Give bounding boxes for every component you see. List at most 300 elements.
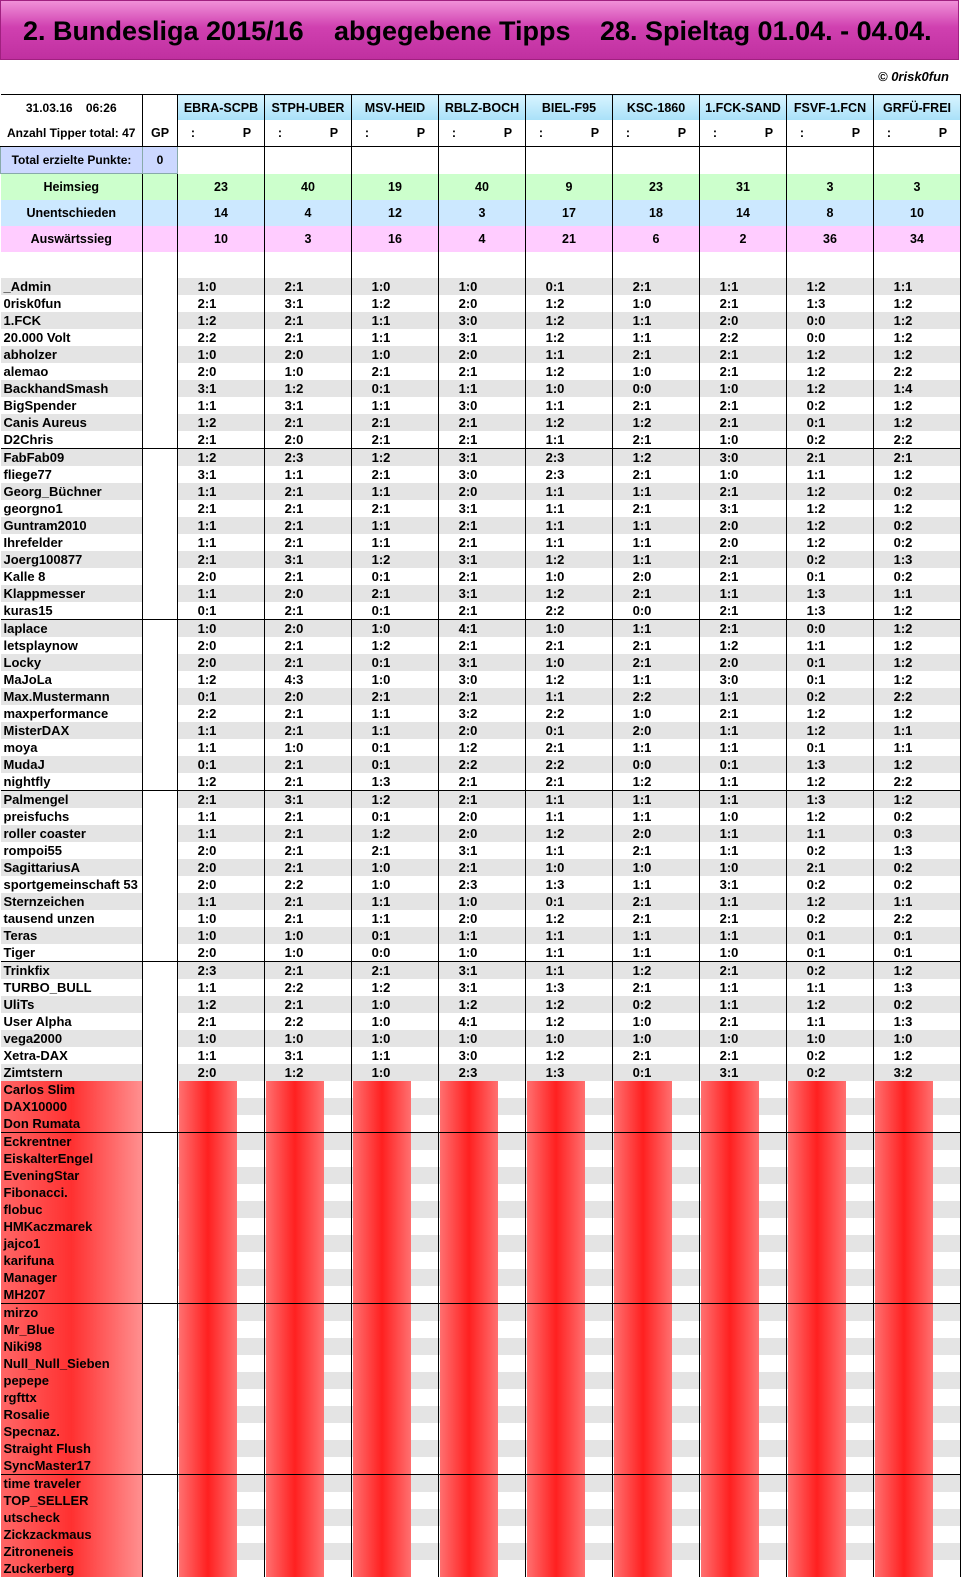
missing-tipper-row <box>1 1133 961 1151</box>
missing-tipper-row <box>1 1081 961 1098</box>
match-header: 1.FCK-SAND <box>700 95 787 121</box>
tipper-gp <box>143 295 178 312</box>
tip-score: 1:2 <box>893 330 913 345</box>
missing-tip-marker <box>875 1543 933 1560</box>
tipper-row <box>1 842 961 859</box>
tip-score: 1:2 <box>893 313 913 328</box>
tip-cell <box>178 602 265 620</box>
tip-score: 1:0 <box>545 381 565 396</box>
missing-tip-cell <box>613 1492 700 1509</box>
tip-score: 1:1 <box>458 928 478 943</box>
missing-tip-marker <box>353 1543 411 1560</box>
tip-score: 3:1 <box>197 381 217 396</box>
missing-tip-marker <box>701 1389 759 1406</box>
missing-tip-marker <box>440 1218 498 1235</box>
missing-tip-marker <box>353 1286 411 1303</box>
tip-score: 1:0 <box>719 945 739 960</box>
missing-tip-marker <box>179 1269 237 1286</box>
tip-cell <box>439 312 526 329</box>
tipper-name: TURBO_BULL <box>3 980 92 995</box>
tip-score: 2:0 <box>632 723 652 738</box>
tip-score: 2:1 <box>197 1014 217 1029</box>
tipper-name: UliTs <box>1 996 143 1013</box>
tip-score: 1:1 <box>197 826 217 841</box>
tip-score: 2:1 <box>632 638 652 653</box>
missing-tip-cell <box>526 1543 613 1560</box>
tip-score: 1:1 <box>371 398 391 413</box>
tip-cell <box>352 1064 439 1081</box>
tip-cell <box>265 1013 352 1030</box>
tip-score: 0:0 <box>632 757 652 772</box>
score-points-labels <box>700 126 786 140</box>
tipper-row <box>1 363 961 380</box>
missing-tip-cell <box>526 1406 613 1423</box>
missing-tip-marker <box>701 1406 759 1423</box>
missing-tip-marker <box>353 1304 411 1321</box>
points-label: P <box>590 126 600 140</box>
tip-score: 2:0 <box>458 826 478 841</box>
missing-tip-marker <box>353 1235 411 1252</box>
subheader-row <box>1 120 961 147</box>
missing-tip-cell <box>874 1304 961 1322</box>
tip-score: 2:2 <box>893 774 913 789</box>
tip-cell <box>700 414 787 431</box>
tip-cell <box>787 808 874 825</box>
missing-tip-marker <box>440 1269 498 1286</box>
tip-cell <box>700 859 787 876</box>
missing-tip-cell <box>439 1081 526 1098</box>
missing-tip-marker <box>440 1098 498 1115</box>
tip-cell <box>178 962 265 980</box>
tipper-row <box>1 312 961 329</box>
tip-score: 1:2 <box>806 381 826 396</box>
tipper-row <box>1 876 961 893</box>
missing-tip-cell <box>787 1406 874 1423</box>
tip-cell <box>526 910 613 927</box>
tip-score: 1:2 <box>197 415 217 430</box>
tipper-name: Tiger <box>3 945 36 960</box>
tip-score: 1:2 <box>893 655 913 670</box>
tip-score: 2:2 <box>719 330 739 345</box>
tipper-row <box>1 295 961 312</box>
missing-tip-marker <box>875 1133 933 1150</box>
missing-tip-marker <box>527 1286 585 1303</box>
tipper-row <box>1 551 961 568</box>
tip-cell <box>787 449 874 467</box>
missing-tip-marker <box>614 1304 672 1321</box>
tip-cell <box>265 876 352 893</box>
missing-tip-marker <box>179 1286 237 1303</box>
colon-label: : <box>886 126 892 140</box>
tip-cell <box>613 927 700 944</box>
missing-tip-cell <box>526 1081 613 1098</box>
missing-tip-marker <box>614 1167 672 1184</box>
missing-tip-cell <box>526 1457 613 1475</box>
tipper-row <box>1 568 961 585</box>
tipper-row <box>1 910 961 927</box>
tip-score: 1:2 <box>893 621 913 636</box>
missing-tip-marker <box>788 1543 846 1560</box>
missing-tip-cell <box>352 1201 439 1218</box>
missing-tip-cell <box>439 1423 526 1440</box>
tipper-gp <box>143 705 178 722</box>
missing-tipper-row <box>1 1355 961 1372</box>
tip-score: 2:2 <box>458 757 478 772</box>
missing-tip-marker <box>440 1457 498 1474</box>
missing-tip-marker <box>179 1252 237 1269</box>
tip-score: 0:1 <box>545 723 565 738</box>
tipper-name: fliege77 <box>3 467 52 482</box>
title-banner <box>0 0 959 60</box>
missing-tip-marker <box>179 1372 237 1389</box>
tip-score: 1:3 <box>806 296 826 311</box>
missing-tip-marker <box>527 1543 585 1560</box>
missing-tip-marker <box>527 1321 585 1338</box>
tip-cell <box>439 927 526 944</box>
tip-cell <box>265 859 352 876</box>
missing-tip-cell <box>787 1304 874 1322</box>
missing-tip-marker <box>701 1372 759 1389</box>
tip-cell <box>874 688 961 705</box>
tip-cell <box>526 534 613 551</box>
tip-cell <box>874 517 961 534</box>
missing-tip-marker <box>527 1081 585 1098</box>
tip-cell <box>265 500 352 517</box>
tip-score: 2:1 <box>371 364 391 379</box>
update-datetime: 31.03.16 06:26 <box>1 95 143 121</box>
tip-cell <box>700 585 787 602</box>
missing-tip-cell <box>352 1286 439 1304</box>
missing-tip-marker <box>179 1543 237 1560</box>
tip-cell <box>178 483 265 500</box>
missing-tip-cell <box>787 1201 874 1218</box>
missing-tip-marker <box>527 1201 585 1218</box>
tip-score: 1:2 <box>893 792 913 807</box>
tip-cell <box>613 414 700 431</box>
tip-score: 1:1 <box>719 997 739 1012</box>
tip-score: 2:2 <box>545 603 565 618</box>
tip-cell <box>265 910 352 927</box>
tip-score: 1:2 <box>632 963 652 978</box>
tip-cell <box>439 568 526 585</box>
tip-score: 2:1 <box>197 501 217 516</box>
tip-cell <box>265 483 352 500</box>
missing-tip-cell <box>613 1286 700 1304</box>
tipper-name: SyncMaster17 <box>1 1457 143 1475</box>
missing-tip-cell <box>439 1286 526 1304</box>
tipper-name: Zuckerberg <box>1 1560 143 1577</box>
missing-tip-marker <box>875 1457 933 1474</box>
missing-tip-cell <box>178 1081 265 1098</box>
tipper-row <box>1 944 961 962</box>
tip-score: 1:1 <box>893 740 913 755</box>
tip-cell <box>526 842 613 859</box>
missing-tip-cell <box>700 1492 787 1509</box>
missing-tip-cell <box>787 1150 874 1167</box>
tip-score: 1:1 <box>632 313 652 328</box>
missing-tip-cell <box>178 1269 265 1286</box>
tipper-gp <box>143 688 178 705</box>
tip-cell <box>265 312 352 329</box>
tip-score: 1:2 <box>545 364 565 379</box>
tip-cell <box>526 500 613 517</box>
tipper-row <box>1 449 961 467</box>
tip-cell <box>178 346 265 363</box>
missing-tip-marker <box>179 1509 237 1526</box>
tip-cell <box>439 585 526 602</box>
colon-label: : <box>625 126 631 140</box>
tip-score: 3:1 <box>458 330 478 345</box>
tip-score: 1:0 <box>284 928 304 943</box>
tip-cell <box>265 431 352 449</box>
tip-score: 2:1 <box>371 432 391 447</box>
tipper-gp <box>143 722 178 739</box>
missing-tip-marker <box>266 1252 324 1269</box>
missing-tip-marker <box>701 1338 759 1355</box>
tipper-gp <box>143 1167 178 1184</box>
missing-tip-marker <box>353 1167 411 1184</box>
missing-tip-marker <box>614 1509 672 1526</box>
tip-score: 1:2 <box>284 1065 304 1080</box>
tip-score: 2:1 <box>719 1014 739 1029</box>
tipper-gp <box>143 910 178 927</box>
missing-tip-cell <box>874 1218 961 1235</box>
tip-cell <box>613 483 700 500</box>
missing-tip-cell <box>700 1372 787 1389</box>
tip-cell <box>178 996 265 1013</box>
tip-cell <box>874 466 961 483</box>
missing-tip-cell <box>352 1440 439 1457</box>
tip-cell <box>700 979 787 996</box>
missing-tip-cell <box>352 1406 439 1423</box>
missing-tip-cell <box>352 1133 439 1151</box>
tip-score: 1:3 <box>806 757 826 772</box>
missing-tip-marker <box>788 1423 846 1440</box>
tip-score: 1:0 <box>545 621 565 636</box>
missing-tip-cell <box>874 1355 961 1372</box>
missing-tip-cell <box>700 1184 787 1201</box>
tip-cell <box>700 688 787 705</box>
tip-cell <box>352 671 439 688</box>
tipper-name: D2Chris <box>3 432 54 447</box>
tip-cell <box>700 278 787 295</box>
tip-score: 2:1 <box>632 655 652 670</box>
tip-cell <box>439 534 526 551</box>
missing-tip-marker <box>875 1269 933 1286</box>
missing-tip-marker <box>440 1252 498 1269</box>
missing-tip-marker <box>266 1115 324 1132</box>
score-points-labels <box>439 126 525 140</box>
tipper-gp <box>143 1286 178 1304</box>
tip-cell <box>526 791 613 809</box>
tipper-gp <box>143 1304 178 1322</box>
points-cell <box>178 147 265 174</box>
tip-score: 3:1 <box>284 296 304 311</box>
tip-score: 1:0 <box>545 655 565 670</box>
tip-cell <box>352 944 439 962</box>
tip-cell <box>526 876 613 893</box>
tip-score: 2:1 <box>284 774 304 789</box>
missing-tip-marker <box>875 1098 933 1115</box>
missing-tip-marker <box>266 1321 324 1338</box>
match-header: BIEL-F95 <box>526 95 613 121</box>
missing-tip-marker <box>875 1252 933 1269</box>
missing-tip-cell <box>439 1372 526 1389</box>
tipper-name: Specnaz. <box>1 1423 143 1440</box>
tip-score: 1:1 <box>719 774 739 789</box>
tip-cell <box>352 773 439 791</box>
tip-cell <box>613 962 700 980</box>
tip-cell <box>352 962 439 980</box>
missing-tip-marker <box>527 1304 585 1321</box>
tip-score: 1:1 <box>719 279 739 294</box>
tip-score: 1:4 <box>893 381 913 396</box>
tip-score: 1:2 <box>806 809 826 824</box>
missing-tip-cell <box>265 1492 352 1509</box>
missing-tip-marker <box>179 1355 237 1372</box>
score-points-header <box>265 120 352 147</box>
tipper-row <box>1 688 961 705</box>
tipper-row <box>1 585 961 602</box>
missing-tip-cell <box>265 1372 352 1389</box>
tip-score: 2:1 <box>371 963 391 978</box>
missing-tip-marker <box>266 1526 324 1543</box>
missing-tip-marker <box>614 1252 672 1269</box>
tip-score: 2:0 <box>458 347 478 362</box>
tip-score: 0:0 <box>632 603 652 618</box>
tip-score: 1:2 <box>893 672 913 687</box>
tip-cell <box>439 380 526 397</box>
missing-tip-marker <box>875 1389 933 1406</box>
missing-tip-cell <box>613 1098 700 1115</box>
missing-tipper-row <box>1 1252 961 1269</box>
stat-gp <box>143 174 178 201</box>
tip-score: 2:3 <box>197 963 217 978</box>
tipper-gp <box>143 1184 178 1201</box>
tip-cell <box>874 295 961 312</box>
tip-cell <box>178 1064 265 1081</box>
tip-score: 1:0 <box>806 1031 826 1046</box>
missing-tip-marker <box>614 1201 672 1218</box>
missing-tip-marker <box>527 1338 585 1355</box>
tip-score: 2:1 <box>632 398 652 413</box>
tip-score: 1:1 <box>197 518 217 533</box>
missing-tip-cell <box>787 1492 874 1509</box>
tip-score: 2:0 <box>719 313 739 328</box>
missing-tip-cell <box>439 1526 526 1543</box>
missing-tip-cell <box>787 1389 874 1406</box>
tip-score: 1:0 <box>371 1014 391 1029</box>
tipper-name: Kalle 8 <box>3 569 46 584</box>
missing-tip-marker <box>614 1423 672 1440</box>
colon-label: : <box>538 126 544 140</box>
tip-score: 0:1 <box>371 809 391 824</box>
missing-tip-cell <box>439 1150 526 1167</box>
tip-score: 1:1 <box>632 672 652 687</box>
missing-tip-marker <box>788 1150 846 1167</box>
tip-cell <box>265 842 352 859</box>
tip-score: 2:1 <box>284 638 304 653</box>
tipper-name: FabFab09 <box>1 449 143 467</box>
tipper-name: utscheck <box>1 1509 143 1526</box>
tipper-gp <box>143 654 178 671</box>
missing-tip-cell <box>178 1509 265 1526</box>
tip-score: 2:0 <box>284 621 304 636</box>
tip-score: 2:1 <box>632 980 652 995</box>
tip-score: 1:2 <box>197 774 217 789</box>
missing-tip-cell <box>787 1269 874 1286</box>
tip-score: 1:0 <box>197 621 217 636</box>
tip-score: 3:1 <box>719 877 739 892</box>
missing-tip-cell <box>265 1509 352 1526</box>
missing-tip-marker <box>527 1372 585 1389</box>
tip-cell <box>700 1047 787 1064</box>
missing-tip-marker <box>614 1475 672 1492</box>
missing-tip-marker <box>179 1115 237 1132</box>
missing-tipper-row <box>1 1509 961 1526</box>
tip-cell <box>700 363 787 380</box>
tip-score: 0:2 <box>893 569 913 584</box>
tip-cell <box>787 620 874 638</box>
tip-cell <box>526 346 613 363</box>
missing-tip-marker <box>614 1133 672 1150</box>
tip-score: 1:1 <box>719 826 739 841</box>
tip-score: 1:0 <box>632 296 652 311</box>
tip-score: 0:2 <box>806 689 826 704</box>
tipper-row <box>1 791 961 809</box>
missing-tip-marker <box>875 1423 933 1440</box>
score-points-header <box>526 120 613 147</box>
tip-score: 3:1 <box>458 501 478 516</box>
tip-score: 1:2 <box>545 826 565 841</box>
tip-cell <box>874 312 961 329</box>
missing-tipper-row <box>1 1543 961 1560</box>
missing-tip-marker <box>527 1167 585 1184</box>
tip-cell <box>352 380 439 397</box>
tip-cell <box>265 705 352 722</box>
tip-cell <box>526 620 613 638</box>
tip-score: 1:1 <box>545 398 565 413</box>
tip-score: 0:2 <box>806 963 826 978</box>
missing-tip-cell <box>700 1252 787 1269</box>
tip-cell <box>265 773 352 791</box>
tipper-name: vega2000 <box>1 1030 143 1047</box>
missing-tip-marker <box>527 1235 585 1252</box>
tip-cell <box>178 295 265 312</box>
tip-score: 0:1 <box>719 757 739 772</box>
missing-tip-marker <box>266 1355 324 1372</box>
tip-score: 0:1 <box>806 569 826 584</box>
missing-tip-cell <box>700 1440 787 1457</box>
missing-tip-cell <box>439 1457 526 1475</box>
stat-value: 40 <box>265 174 352 201</box>
tipper-name: Mr_Blue <box>1 1321 143 1338</box>
tip-score: 2:1 <box>806 860 826 875</box>
tip-cell <box>874 910 961 927</box>
tip-cell <box>613 910 700 927</box>
tip-score: 1:1 <box>806 1014 826 1029</box>
points-cell <box>874 147 961 174</box>
missing-tip-marker <box>614 1218 672 1235</box>
missing-tip-cell <box>787 1372 874 1389</box>
missing-tip-marker <box>266 1167 324 1184</box>
tip-cell <box>178 278 265 295</box>
tip-cell <box>787 534 874 551</box>
stat-value: 3 <box>874 174 961 201</box>
tip-cell <box>613 773 700 791</box>
tip-cell <box>352 756 439 773</box>
tip-score: 2:1 <box>284 501 304 516</box>
